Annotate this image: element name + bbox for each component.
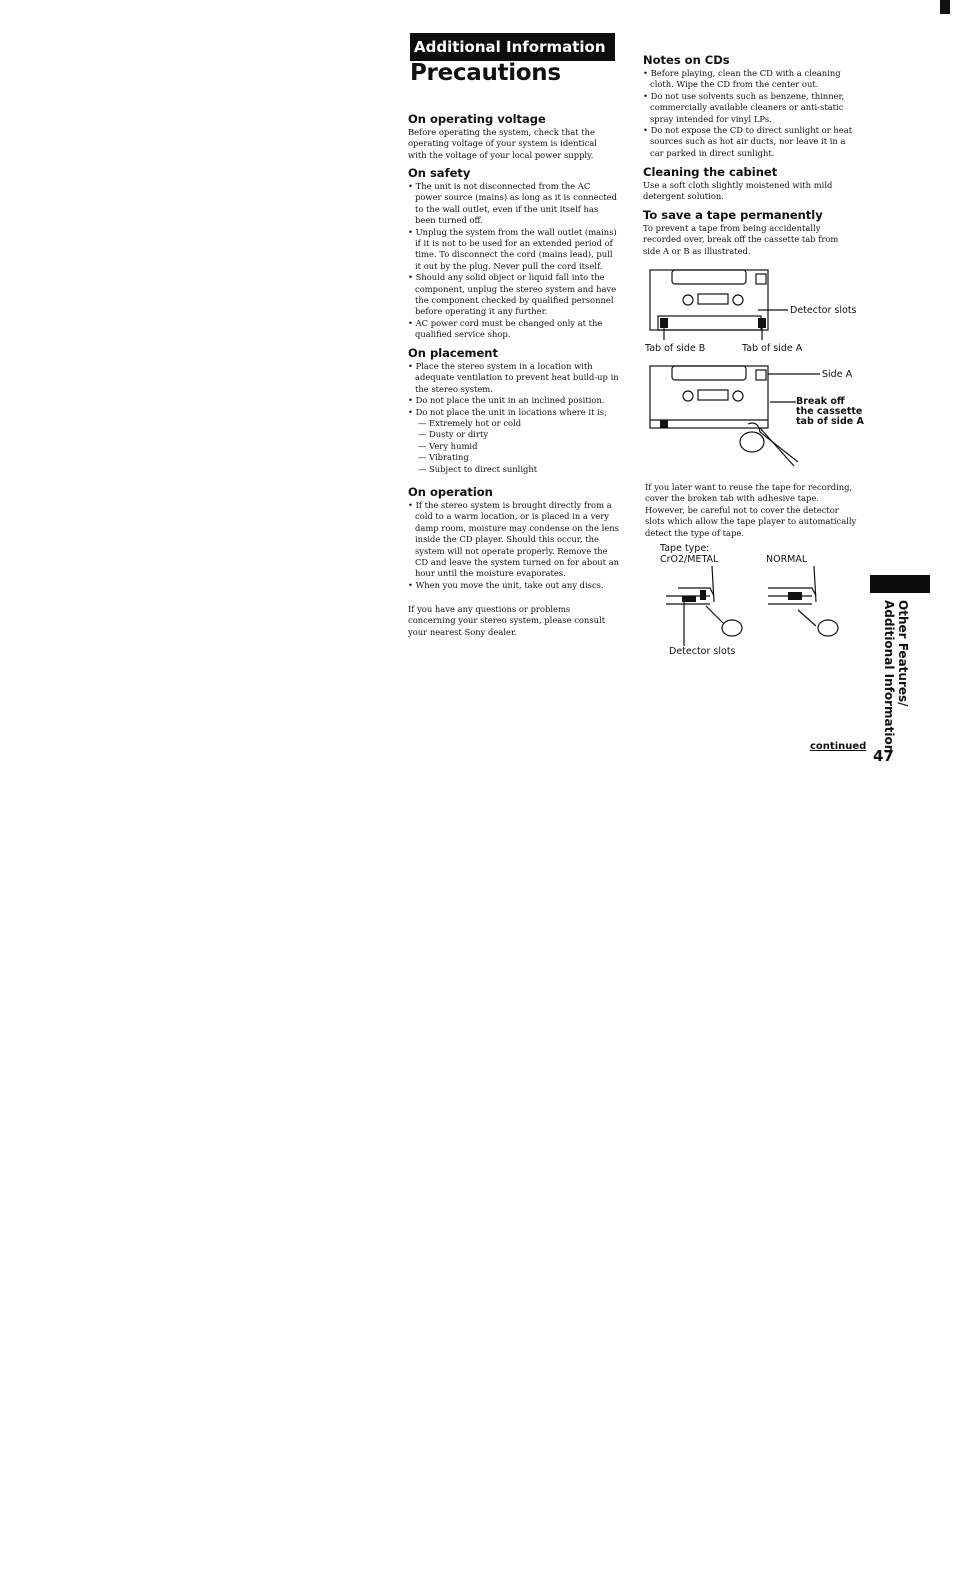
list-item: — Dusty or dirty <box>418 429 623 440</box>
list-item: — Very humid <box>418 441 623 452</box>
broken-tab <box>788 592 802 600</box>
reel-left <box>683 391 693 401</box>
label-tab-a: Tab of side A <box>742 343 803 354</box>
heading-operation: On operation <box>408 485 493 499</box>
label-side-a: Side A <box>822 369 853 380</box>
detector-slot <box>682 596 696 602</box>
safety-list <box>408 181 618 341</box>
text-reuse-tape: If you later want to reuse the tape for recording, cover the broken tab with adhesive tape. However, be careful not to cover the detector slots which allow the tape player to automatically detect the type of tape. <box>645 482 857 538</box>
closing-text: If you have any questions or problems concerning your stereo system, please consult your nearest Sony dealer. <box>408 604 606 637</box>
list-item: — Vibrating <box>418 452 623 463</box>
screwdriver <box>798 610 816 626</box>
screwdriver <box>706 606 724 624</box>
finger-hand <box>740 432 764 452</box>
list-item: — Subject to direct sunlight <box>418 464 623 475</box>
page-number: 47 <box>873 747 894 765</box>
tape-roll-icon <box>818 620 838 636</box>
label-cro2-metal: CrO2/METAL <box>660 554 719 565</box>
list-item: • Before playing, clean the CD with a cleaning cloth. Wipe the CD from the center out. <box>643 68 857 91</box>
corner-mark <box>940 0 950 14</box>
placement-block <box>408 361 623 475</box>
conditions-list <box>408 418 623 475</box>
tape-type-cro2-illustration <box>660 566 750 646</box>
cassette-tab-a <box>756 274 766 284</box>
list-item: • Should any solid object or liquid fall into the component, unplug the stereo system and have the component checked by qualified personnel before operating it any further. <box>408 272 618 318</box>
section-banner: Additional Information <box>410 33 615 61</box>
list-item: • When you move the unit, take out any discs. <box>408 580 622 591</box>
list-item: • Do not expose the CD to direct sunlight or heat sources such as hot air ducts, nor leave it in a car parked in direct sunlight. <box>643 125 857 159</box>
cassette-body <box>650 366 768 428</box>
side-tab-marker <box>870 575 930 593</box>
cassette-edge <box>712 566 714 602</box>
list-item: • Do not place the unit in an inclined position. <box>408 395 623 406</box>
broken-tab <box>700 590 706 600</box>
label-break-off-tab: Break off the cassette tab of side A <box>796 396 864 427</box>
tab-b-slot <box>660 420 668 428</box>
operation-list <box>408 500 622 591</box>
list-item: — Extremely hot or cold <box>418 418 623 429</box>
cassette-corner <box>678 588 714 596</box>
list-item: • The unit is not disconnected from the AC power source (mains) as long as it is connected to the wall outlet, even if the unit itself has been turned off. <box>408 181 618 227</box>
side-tab-text: Other Features/ Additional Information <box>882 600 910 754</box>
label-tab-b: Tab of side B <box>645 343 706 354</box>
tab-b-slot <box>660 318 668 328</box>
cassette-tab-a <box>756 370 766 380</box>
cassette-window <box>672 270 746 284</box>
tape-roll-icon <box>722 620 742 636</box>
tape-window <box>698 390 728 400</box>
label-detector-slots-2: Detector slots <box>669 646 736 657</box>
continued-label: continued <box>810 741 867 752</box>
tape-window <box>698 294 728 304</box>
heading-notes-cds: Notes on CDs <box>643 53 730 67</box>
list-item: • Place the stereo system in a location with adequate ventilation to prevent heat build-up in the stereo system. <box>408 361 623 395</box>
cassette-edge <box>814 566 816 602</box>
label-normal: NORMAL <box>766 554 808 565</box>
text-cleaning-cabinet: Use a soft cloth slightly moistened with mild detergent solution. <box>643 180 833 202</box>
heading-placement: On placement <box>408 346 498 360</box>
screwdriver-shaft <box>760 428 794 466</box>
list-item: • Do not place the unit in locations where it is; <box>408 407 623 418</box>
reel-left <box>683 295 693 305</box>
tab-a-slot <box>758 318 766 328</box>
tape-type-normal-illustration <box>762 566 852 646</box>
reel-right <box>733 391 743 401</box>
heading-cleaning-cabinet: Cleaning the cabinet <box>643 165 778 179</box>
list-item: • Do not use solvents such as benzene, thinner, commercially available cleaners or anti-static spray intended for vinyl LPs. <box>643 91 857 125</box>
label-detector-slots: Detector slots <box>790 305 857 316</box>
reel-right <box>733 295 743 305</box>
cassette-illustration-1 <box>648 266 773 338</box>
list-item: • If the stereo system is brought directly from a cold to a warm location, or is placed in a very damp room, moisture may condense on the lens inside the CD player. Should this occur, the system will not operate properly. Remove the CD and leave the system turned on for about an hour until the moisture evaporates. <box>408 500 622 580</box>
text-operating-voltage: Before operating the system, check that the operating voltage of your system is identical with the voltage of your local power supply. <box>408 127 597 160</box>
page-title: Precautions <box>410 60 561 86</box>
heading-save-tape: To save a tape permanently <box>643 208 823 222</box>
text-save-tape: To prevent a tape from being accidentally recorded over, break off the cassette tab from side A or B as illustrated. <box>643 223 839 256</box>
list-item: • AC power cord must be changed only at the qualified service shop. <box>408 318 618 341</box>
heading-safety: On safety <box>408 166 471 180</box>
heading-operating-voltage: On operating voltage <box>408 112 546 126</box>
cassette-window <box>672 366 746 380</box>
list-item: • Unplug the system from the wall outlet (mains) if it is not to be used for an extended period of time. To disconnect the cord (mains lead), pull it out by the plug. Never pull the cord itself. <box>408 227 618 273</box>
placement-list <box>408 361 623 418</box>
cds-list <box>643 68 857 159</box>
cassette-bottom-edge <box>658 316 761 330</box>
label-tape-type: Tape type: <box>660 543 710 554</box>
